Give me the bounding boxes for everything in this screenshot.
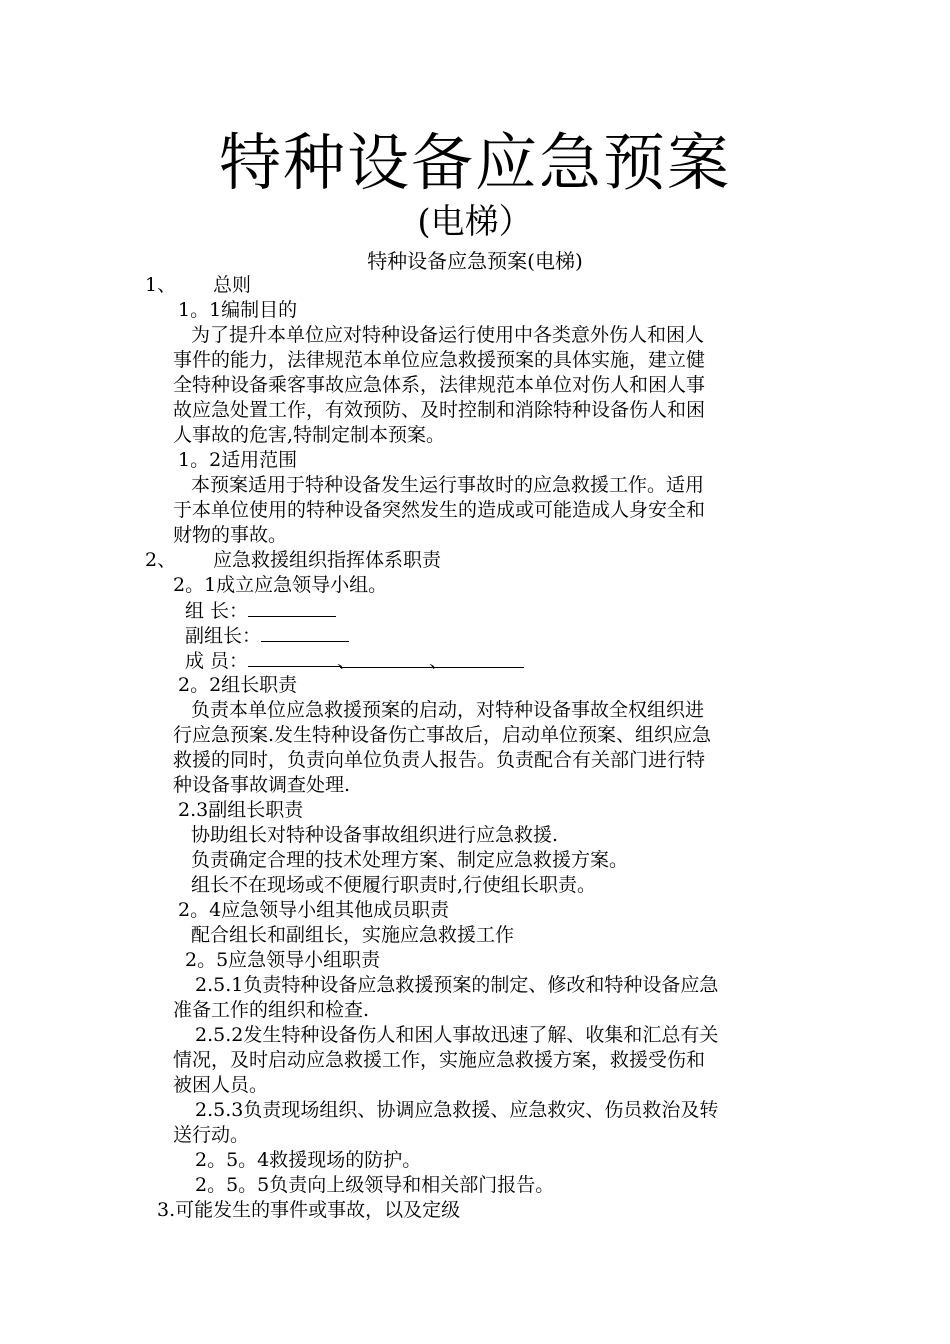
duty-line: 负责确定合理的技术处理方案、制定应急救援方案。 xyxy=(191,849,629,871)
duty-line: 配合组长和副组长，实施应急救援工作 xyxy=(191,924,515,946)
document-heading: 特种设备应急预案(电梯) xyxy=(367,249,583,273)
paragraph-line: 2.5.3负责现场组织、协调应急救援、应急救灾、伤员救治及转 xyxy=(195,1099,719,1121)
section-3-heading: 3.可能发生的事件或事故，以及定级 xyxy=(157,1199,461,1221)
paragraph-line: 送行动。 xyxy=(173,1124,250,1146)
document-title: 特种设备应急预案 xyxy=(218,126,731,199)
paragraph-line: 全特种设备乘客事故应急体系，法律规范本单位对伤人和困人事 xyxy=(173,374,706,396)
leader-blank xyxy=(248,598,336,617)
paragraph-line: 被困人员。 xyxy=(173,1074,269,1096)
paragraph-line: 2。5。4救援现场的防护。 xyxy=(195,1149,422,1171)
paragraph-line: 种设备事故调查处理. xyxy=(173,774,351,796)
subsection-1-1-heading: 1。1编制目的 xyxy=(178,299,298,321)
member-blank xyxy=(248,648,340,667)
leader-field: 组 长： xyxy=(145,598,815,623)
paragraph-line: 财物的事故。 xyxy=(173,524,288,546)
section-2-heading: 2、 应急救援组织指挥体系职责 xyxy=(145,549,442,571)
subsection-2-2-heading: 2。2组长职责 xyxy=(178,674,298,696)
paragraph-line: 人事故的危害,特制定制本预案。 xyxy=(173,424,446,446)
paragraph-line: 2.5.2发生特种设备伤人和困人事故迅速了解、收集和汇总有关 xyxy=(195,1024,719,1046)
paragraph-line: 2.5.1负责特种设备应急救援预案的制定、修改和特种设备应急 xyxy=(195,974,719,996)
subsection-1-2-heading: 1。2适用范围 xyxy=(178,449,298,471)
duty-line: 组长不在现场或不便履行职责时,行使组长职责。 xyxy=(191,874,597,896)
paragraph-line: 事件的能力，法律规范本单位应急救援预案的具体实施，建立健 xyxy=(173,349,706,371)
duty-line: 协助组长对特种设备事故组织进行应急救援. xyxy=(191,824,559,846)
paragraph-line: 情况，及时启动应急救援工作，实施应急救援方案，救援受伤和 xyxy=(173,1049,706,1071)
deputy-field: 副组长： xyxy=(145,623,815,648)
member-blank: 、 xyxy=(340,649,432,668)
section-1-heading: 1、 总则 xyxy=(145,274,252,296)
subsection-2-4-heading: 2。4应急领导小组其他成员职责 xyxy=(178,899,450,921)
member-blank: 、 xyxy=(432,649,524,668)
subsection-2-3-heading: 2.3副组长职责 xyxy=(178,799,304,821)
paragraph-line: 故应急处置工作，有效预防、及时控制和消除特种设备伤人和困 xyxy=(173,399,706,421)
paragraph-line: 为了提升本单位应对特种设备运行使用中各类意外伤人和困人 xyxy=(191,324,705,346)
paragraph-line: 准备工作的组织和检查. xyxy=(173,999,370,1021)
subsection-2-5-heading: 2。5应急领导小组职责 xyxy=(185,949,381,971)
paragraph-line: 救援的同时，负责向单位负责人报告。负责配合有关部门进行特 xyxy=(173,749,706,771)
paragraph-line: 2。5。5负责向上级领导和相关部门报告。 xyxy=(195,1174,555,1196)
deputy-blank xyxy=(261,623,349,642)
members-field: 成 员： 、 、 xyxy=(145,648,815,673)
paragraph-line: 行应急预案.发生特种设备伤亡事故后，启动单位预案、组织应急 xyxy=(173,724,712,746)
document-body xyxy=(145,273,815,1223)
document-subtitle: (电梯） xyxy=(417,202,533,242)
paragraph-line: 本预案适用于特种设备发生运行事故时的应急救援工作。适用 xyxy=(191,474,705,496)
paragraph-line: 负责本单位应急救援预案的启动，对特种设备事故全权组织进 xyxy=(191,699,705,721)
paragraph-line: 于本单位使用的特种设备突然发生的造成或可能造成人身安全和 xyxy=(173,499,706,521)
subsection-2-1-heading: 2。1成立应急领导小组。 xyxy=(173,574,388,596)
